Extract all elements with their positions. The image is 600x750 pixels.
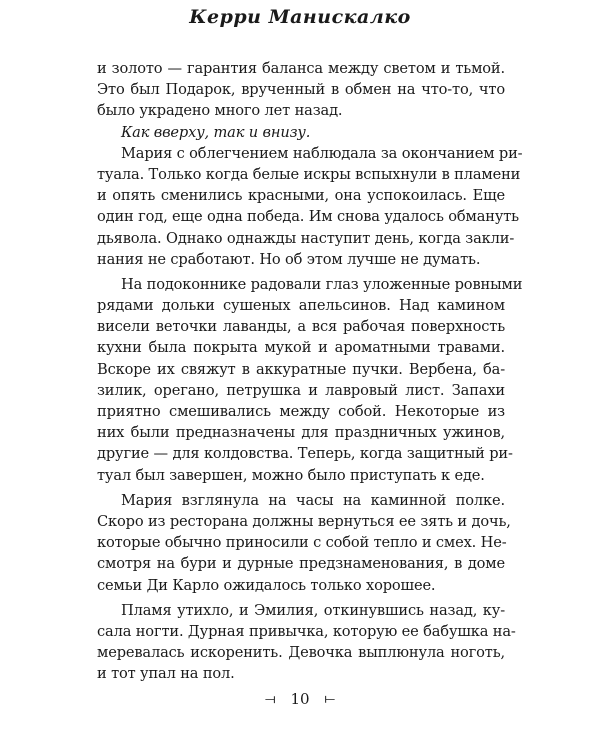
text-line: туала. Только когда белые искры вспыхнули в пламени bbox=[97, 165, 521, 183]
text-line: Мария с облегчением наблюдала за окончанием ри- bbox=[121, 144, 523, 162]
text-line: Скоро из ресторана должны вернуться ее зять и дочь, bbox=[97, 512, 511, 530]
text-line: и опять сменились красными, она успокоилась. Еще bbox=[97, 187, 505, 205]
page-number: 10 bbox=[290, 690, 310, 708]
text-line: кухни была покрыта мукой и ароматными травами. bbox=[97, 339, 505, 357]
page-footer bbox=[0, 690, 600, 708]
text-line: один год, еще одна победа. Им снова удалось обмануть bbox=[97, 208, 519, 226]
text-line: них были предназначены для праздничных ужинов, bbox=[97, 424, 505, 442]
text-line: зилик, орегано, петрушка и лавровый лист. Запахи bbox=[97, 381, 505, 399]
text-line: рядами дольки сушеных апельсинов. Над камином bbox=[97, 297, 505, 315]
text-line: меревалась искоренить. Девочка выплюнула ноготь, bbox=[97, 644, 505, 662]
text-line: было украдено много лет назад. bbox=[97, 102, 343, 120]
ornament-right-icon: ⟝ bbox=[324, 692, 336, 707]
text-line: смотря на бури и дурные предзнаменования, в доме bbox=[97, 555, 505, 573]
text-line: Мария взглянула на часы на каминной полке. bbox=[121, 491, 505, 509]
text-line: которые обычно приносили с собой тепло и смех. Не- bbox=[97, 534, 507, 552]
text-line: и тот упал на пол. bbox=[97, 665, 235, 683]
ornament-left-icon: ⟞ bbox=[264, 692, 276, 707]
text-line: Пламя утихло, и Эмилия, откинувшись назад, ку- bbox=[121, 601, 505, 619]
text-line: Вскоре их свяжут в аккуратные пучки. Вербена, ба- bbox=[97, 360, 505, 378]
text-line: дьявола. Однако однажды наступит день, когда закли- bbox=[97, 229, 515, 247]
running-head-title: Керри Манискалко bbox=[189, 6, 411, 28]
text-line: семьи Ди Карло ожидалось только хорошее. bbox=[97, 576, 436, 594]
text-line: приятно смешивались между собой. Некоторые из bbox=[97, 403, 505, 420]
text-line: другие — для колдовства. Теперь, когда защитный ри- bbox=[97, 445, 513, 463]
body-text bbox=[97, 58, 523, 684]
text-line: висели веточки лаванды, а вся рабочая поверхность bbox=[97, 318, 505, 336]
italic-text-line: Как вверху, так и внизу. bbox=[121, 123, 311, 141]
text-line: сала ногти. Дурная привычка, которую ее бабушка на- bbox=[97, 622, 516, 640]
text-line: туал был завершен, можно было приступать к еде. bbox=[97, 466, 485, 484]
text-line: На подоконнике радовали глаз уложенные ровными bbox=[121, 275, 523, 293]
text-line: Это был Подарок, врученный в обмен на что-то, что bbox=[97, 81, 505, 99]
text-line: нания не сработают. Но об этом лучше не думать. bbox=[97, 250, 481, 268]
text-line: и золото — гарантия баланса между светом и тьмой. bbox=[97, 60, 505, 77]
